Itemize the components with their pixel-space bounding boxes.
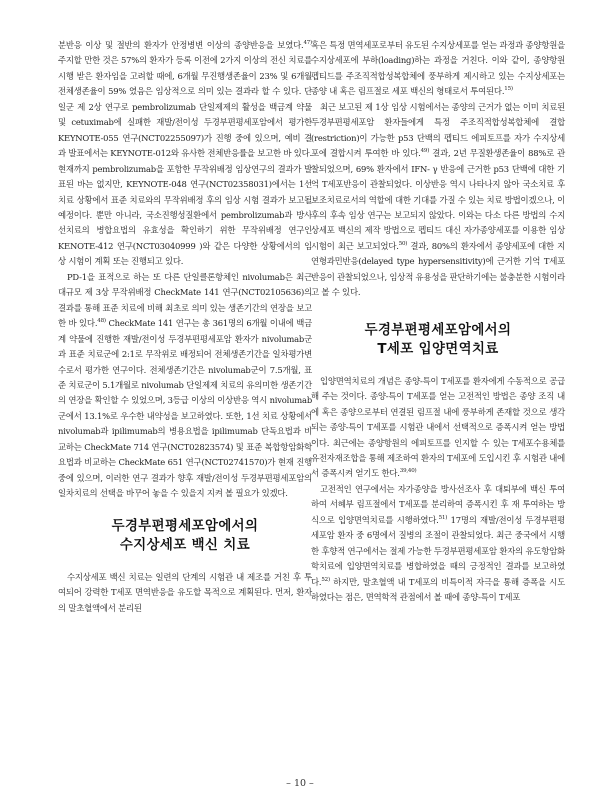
citation-ref: 51) xyxy=(438,514,448,521)
section-heading xyxy=(58,517,312,555)
citation-ref: 52) xyxy=(321,576,330,583)
text-run: 분반응 이상 및 절반의 환자가 안정병변 이상의 종양반응을 보였다. xyxy=(58,40,304,50)
citation-ref: 49) xyxy=(420,148,430,155)
text-run: 고전적인 연구에서는 자가종양을 방사선조사 후 대퇴부에 백신 투여하여 서혜부 림프절에서 T세포를 분리하여 증폭시킨 후 재 투여하는 방식으로 입양면역치료를 시행하였다. xyxy=(311,483,565,525)
page-number: – 10 – xyxy=(286,778,314,789)
text-run: 최근 보고된 제 1상 임상 시험에서는 종양의 근거가 없는 이미 치료된 두경부편평세포암 환자들에게 특정 주조직적합성복합체에 결합(restriction)이 가능한 p53 단백의 펩티드 에피토프를 자가 수지상세포에 결합시켜 투여한 바 있다. xyxy=(311,101,565,159)
left-column xyxy=(58,38,312,616)
section-heading xyxy=(311,321,565,359)
heading-line: 두경부편평세포암에서의 xyxy=(111,518,259,534)
text-run: 결과, 80%의 환자에서 종양세포에 대한 지연형과민반응(delayed type hypersensitivity)에 근거한 기억 T세포 반응이 관찰되었으나, 임상적 유용성을 판단하기에는 불충분한 시험이라고 볼 수 있다. xyxy=(311,240,565,298)
paragraph xyxy=(311,374,565,482)
right-column xyxy=(311,38,565,606)
text-run: 혹은 특정 면역세포로부터 유도된 수지상세포를 얻는 과정과 종양항원을 수지상세포에 부하(loading)하는 과정을 거친다. 이와 같이, 종양항원 펩티드를 주조직적합성복합체에 풍부하게 제시하고 있는 수지상세포는 종양 내 혹은 림프절로 세포 백신의 형태로서 투여된다. xyxy=(311,40,565,97)
text-run: 수지상세포 백신 치료는 일련의 단계의 시험관 내 제조를 거친 후 투여되어 강력한 T세포 면역반응을 유도할 목적으로 계획된다. 먼저, 환자의 말초혈액에서 분리된 xyxy=(58,571,312,613)
heading-line: T세포 입양면역치료 xyxy=(377,341,499,357)
paragraph xyxy=(311,100,565,301)
paragraph xyxy=(58,38,312,270)
text-run: 17명의 재발/전이성 두경부편평세포암 환자 중 6명에서 질병의 조절이 관찰되었다. 최근 중국에서 시행한 후향적 연구에서는 절제 가능한 두경부편평세포암 환자의 유도항암화학치료에 입양면역치료를 병합하였을 때의 긍정적인 결과를 보고하였다. xyxy=(311,514,565,587)
citation-ref: 48) xyxy=(97,318,106,325)
paragraph xyxy=(58,570,312,616)
text-run: PD-1을 표적으로 하는 또 다른 단일클론항체인 nivolumab은 최근 대규모 제 3상 무작위배정 CheckMate 141 연구(NCT02105636)의 결과를 통해 표준 치료에 비해 최초로 의미 있는 생존기간의 연장을 보고한 바 있다. xyxy=(58,271,312,329)
paragraph xyxy=(311,482,565,606)
citation-ref: 47) xyxy=(303,40,312,47)
text-run: 결과, 2년 무질환생존율이 88%로 관찰되었으며, 69% 환자에서 IFN- γ 반응에 근거한 p53 단백에 대한 기억 T세포반응이 관찰되었다. 이상반응 역시 나타나지 않아 국소치료 후 보조치료로서의 역할에 대한 기대를 가질 수 있는 치료 방법이겠으나, 이후의 후속 임상 연구는 보고되지 않았다. 이와는 다소 다른 방법의 수지상세포 백신의 제작 방법으로 펩티드 대신 자가종양세포를 이용한 임상 시험이 최근 보고되었다. xyxy=(311,148,565,251)
heading-line: 두경부편평세포암에서의 xyxy=(364,322,512,338)
citation-ref: 50) xyxy=(398,241,408,248)
text-run: 주지할 만한 것은 57%의 환자가 등록 이전에 2가지 이상의 전신 치료를 시행 받은 환자임을 고려할 때에, 6개월 무진행생존율이 23% 및 6개월 전체생존율이 59% 였음은 임상적으로 의미 있는 결과라 할 수 있다. 단일군 제 2상 연구로 pembrolizumab 단일제제의 활성을 백금계 약물 및 cetuximab에 실패한 재발/전이성 두경부편평세포암에서 평가한 KEYNOTE-055 연구(NCT02255097)가 진행 중에 있으며, 예비 결과 발표에서는 KEYNOTE-012와 유사한 전체반응률을 보고한 바 있다. 현재까지 pembrolizumab을 포함한 무작위배정 임상연구의 결과가 발표된 바는 없지만, KEYNOTE-048 연구(NCT02358031)에서는 1선 치료 상황에서 표준 치료와의 무작위배정 후의 임상 시험 결과가 보고될 예정이다. 뿐만 아니라, 국소진행성질환에서 pembrolizumab과 방사선치료의 병합요법의 유효성을 확인하기 위한 무작위배정 연구인 KENOTE-412 연구(NCT03040999 )와 같은 다양한 상황에서의 임상 시험이 계획 또는 진행되고 있다. xyxy=(58,55,312,267)
text-run: CheckMate 141 연구는 총 361명의 6개월 이내에 백금계 약물에 진행한 재발/전이성 두경부편평세포암 환자가 nivolumab군과 표준 치료군에 2:1로 무작위로 배정되어 전체생존기간을 일차평가변수로서 평가한 연구이다. 전체생존기간은 nivolumab군이 7.5개월, 표준 치료군이 5.1개월로 nivolumab 단일제제 치료의 유의미한 생존기간의 연장을 확인할 수 있었으며, 3등급 이상의 이상반응 역시 nivolumab군에서 13.1%로 우수한 내약성을 보고하였다. 또한, 1선 치료 상황에서 nivolumab과 ipilimumab의 병용요법을 ipilimumab 단독요법과 비교하는 CheckMate 714 연구(NCT02823574) 및 표준 복합항암화학요법과 비교하는 CheckMate 651 연구(NCT02741570)가 현재 진행 중에 있으며, 이러한 연구 결과가 향후 재발/전이성 두경부편평세포암의 일차치료의 선택을 바꾸어 놓을 수 있을지 지켜 볼 필요가 있겠다. xyxy=(58,318,312,499)
paragraph xyxy=(311,38,565,100)
paragraph xyxy=(58,270,312,502)
citation-ref: 39,40) xyxy=(399,468,417,475)
text-run: 입양면역치료의 개념은 종양-특이 T세포를 환자에게 수동적으로 공급해 주는 것이다. 종양-특이 T세포를 얻는 고전적인 방법은 종양 조직 내에 혹은 종양으로부터 연결된 림프절 내에 풍부하게 존재할 것으로 생각되는 종양-특이 T세포를 시험관 내에서 선택적으로 증폭시켜 얻는 방법이다. 최근에는 종양항원의 에피토프를 인지할 수 있는 T세포수용체를 유전자재조합을 통해 제조하여 환자의 T세포에 도입시킨 후 시험관 내에서 증폭시켜 얻기도 한다. xyxy=(311,375,565,479)
heading-line: 수지상세포 백신 치료 xyxy=(119,537,251,553)
citation-ref: 15) xyxy=(504,86,513,93)
text-run: 하지만, 말초혈액 내 T세포의 비특이적 자극을 통해 증폭을 시도하였다는 점은, 면역학적 관점에서 볼 때에 종양-특이 T세포 xyxy=(311,576,565,603)
